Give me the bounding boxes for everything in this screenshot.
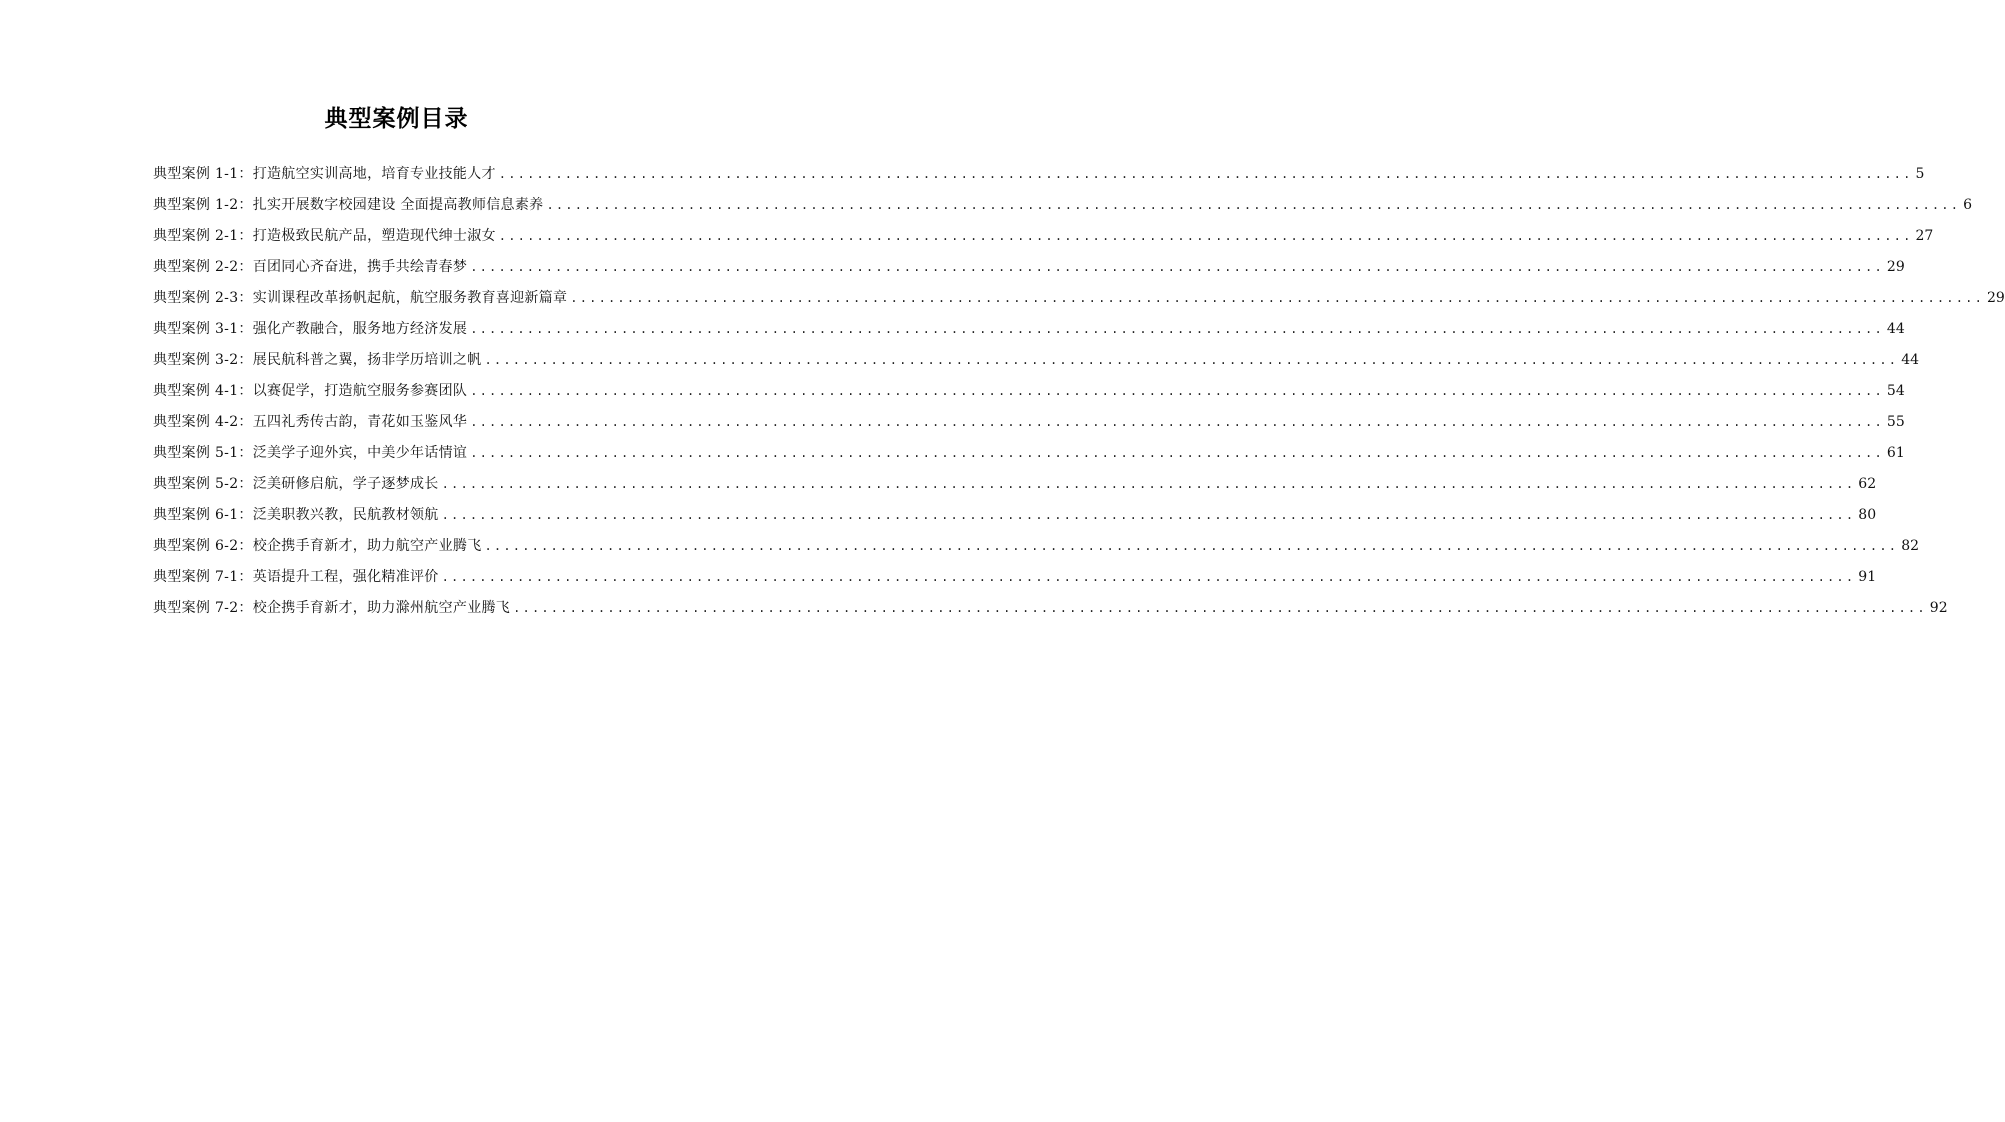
toc-entry-page-number: 80 xyxy=(1858,507,1877,523)
toc-dot-leader: ...................................................................................................................................................... xyxy=(484,353,1899,367)
toc-entry-page-number: 44 xyxy=(1886,321,1905,337)
page-title: 典型案例目录 xyxy=(324,106,469,132)
toc-dot-leader: ...................................................................................................................................................... xyxy=(513,601,1927,615)
toc-dot-leader: ...................................................................................................................................................... xyxy=(470,322,1884,336)
toc-dot-leader: ...................................................................................................................................................... xyxy=(470,384,1884,398)
toc-entry-label: 典型案例 4-2：五四礼秀传古韵，青花如玉鉴风华 xyxy=(153,414,468,430)
toc-entry-page-number: 44 xyxy=(1901,352,1920,368)
toc-entry-label: 典型案例 6-2：校企携手育新才，助力航空产业腾飞 xyxy=(153,538,482,554)
toc-entry-label: 典型案例 1-1：打造航空实训高地，培育专业技能人才 xyxy=(153,166,496,182)
toc-dot-leader: ...................................................................................................................................................... xyxy=(484,539,1899,553)
toc-entry-page-number: 27 xyxy=(1915,228,1934,244)
toc-entry[interactable] xyxy=(153,252,1905,283)
toc-entry-page-number: 5 xyxy=(1915,166,1925,182)
toc-dot-leader: ...................................................................................................................................................... xyxy=(570,291,1984,305)
toc-entry[interactable] xyxy=(153,376,1905,407)
toc-entry-label: 典型案例 5-1：泛美学子迎外宾，中美少年话情谊 xyxy=(153,445,468,461)
toc-entry-label: 典型案例 2-2：百团同心齐奋进，携手共绘青春梦 xyxy=(153,259,468,275)
toc-entry-label: 典型案例 4-1：以赛促学，打造航空服务参赛团队 xyxy=(153,383,468,399)
toc-dot-leader: ...................................................................................................................................................... xyxy=(441,477,1856,491)
toc-entry[interactable] xyxy=(153,469,1877,500)
table-of-contents xyxy=(153,159,2005,624)
toc-entry[interactable] xyxy=(153,221,1934,252)
toc-entry-page-number: 54 xyxy=(1886,383,1905,399)
toc-dot-leader: ...................................................................................................................................................... xyxy=(498,229,1913,243)
toc-dot-leader: ...................................................................................................................................................... xyxy=(441,508,1856,522)
toc-entry[interactable] xyxy=(153,283,2005,314)
toc-entry-label: 典型案例 2-1：打造极致民航产品，塑造现代绅士淑女 xyxy=(153,228,496,244)
toc-entry-label: 典型案例 7-1：英语提升工程，强化精准评价 xyxy=(153,569,439,585)
toc-entry[interactable] xyxy=(153,593,1948,624)
toc-entry-label: 典型案例 2-3：实训课程改革扬帆起航，航空服务教育喜迎新篇章 xyxy=(153,290,568,306)
toc-entry-page-number: 6 xyxy=(1963,197,1973,213)
toc-entry-label: 典型案例 7-2：校企携手育新才，助力滁州航空产业腾飞 xyxy=(153,600,511,616)
toc-entry[interactable] xyxy=(153,438,1905,469)
toc-entry-label: 典型案例 1-2：扎实开展数字校园建设 全面提高教师信息素养 xyxy=(153,197,544,213)
toc-entry-label: 典型案例 3-1：强化产教融合，服务地方经济发展 xyxy=(153,321,468,337)
toc-entry-page-number: 29 xyxy=(1987,290,2005,306)
toc-entry[interactable] xyxy=(153,314,1905,345)
toc-dot-leader: ...................................................................................................................................................... xyxy=(470,446,1884,460)
toc-entry-label: 典型案例 5-2：泛美研修启航，学子逐梦成长 xyxy=(153,476,439,492)
toc-entry[interactable] xyxy=(153,531,1920,562)
toc-entry-page-number: 61 xyxy=(1886,445,1905,461)
toc-entry[interactable] xyxy=(153,500,1877,531)
toc-entry[interactable] xyxy=(153,190,1973,221)
toc-entry-label: 典型案例 3-2：展民航科普之翼，扬非学历培训之帆 xyxy=(153,352,482,368)
toc-dot-leader: ...................................................................................................................................................... xyxy=(470,260,1884,274)
toc-entry[interactable] xyxy=(153,407,1905,438)
toc-dot-leader: ...................................................................................................................................................... xyxy=(441,570,1856,584)
toc-entry-page-number: 29 xyxy=(1886,259,1905,275)
toc-entry-page-number: 82 xyxy=(1901,538,1920,554)
toc-entry-label: 典型案例 6-1：泛美职教兴教，民航教材领航 xyxy=(153,507,439,523)
toc-entry-page-number: 92 xyxy=(1929,600,1948,616)
toc-entry[interactable] xyxy=(153,159,1925,190)
toc-entry-page-number: 55 xyxy=(1886,414,1905,430)
toc-dot-leader: ...................................................................................................................................................... xyxy=(546,198,1961,212)
toc-entry-page-number: 91 xyxy=(1858,569,1877,585)
toc-entry[interactable] xyxy=(153,345,1920,376)
toc-dot-leader: ...................................................................................................................................................... xyxy=(498,167,1913,181)
toc-entry[interactable] xyxy=(153,562,1877,593)
toc-entry-page-number: 62 xyxy=(1858,476,1877,492)
toc-dot-leader: ...................................................................................................................................................... xyxy=(470,415,1884,429)
